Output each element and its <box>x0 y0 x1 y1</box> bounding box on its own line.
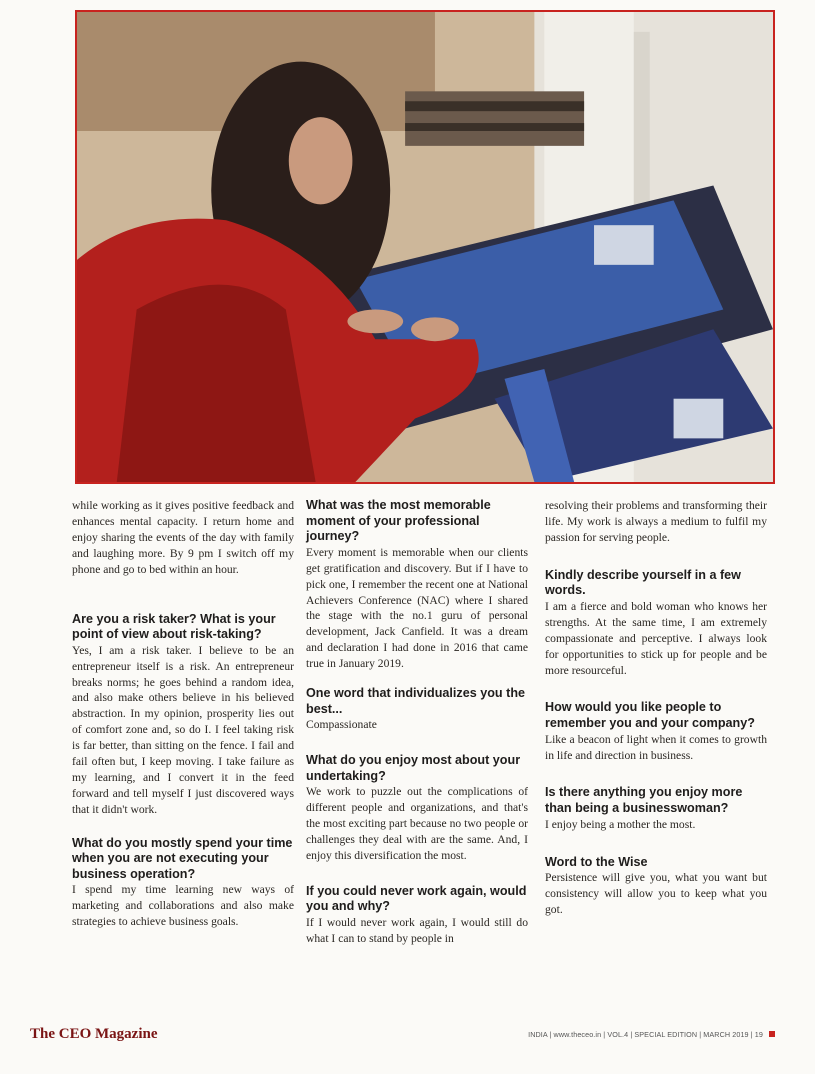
answer-text: We work to puzzle out the complications of different people and organizations, and that's the most exciting part because no two people or challenges they deal with are the same. And, I enjoy this diversification the most. <box>306 785 528 862</box>
question-heading: Word to the Wise <box>545 854 648 869</box>
column-1 <box>72 498 294 930</box>
column-2 <box>306 498 528 947</box>
feature-photo <box>75 10 775 484</box>
magazine-name: The CEO Magazine <box>30 1026 158 1042</box>
question-heading: Kindly describe yourself in a few words. <box>545 567 741 598</box>
footer-info: INDIA | www.theceo.in | VOL.4 | SPECIAL EDITION | MARCH 2019 | 19 <box>528 1030 763 1039</box>
answer-text: I spend my time learning new ways of marketing and collaborations and also make strategies to achieve business goals. <box>72 883 294 929</box>
question-heading: If you could never work again, would you and why? <box>306 883 527 914</box>
column-3 <box>545 498 767 918</box>
question-heading: What do you enjoy most about your undertaking? <box>306 753 521 783</box>
photo-illustration <box>77 12 773 482</box>
question-heading: Is there anything you enjoy more than being a businesswoman? <box>545 785 743 816</box>
question-heading: Are you a risk taker? What is your point of view about risk-taking? <box>72 611 276 642</box>
answer-text: If I would never work again, I would still do what I can to stand by people in <box>306 916 528 945</box>
footer-accent-square <box>769 1031 775 1037</box>
answer-text: Compassionate <box>306 718 377 732</box>
question-heading: How would you like people to remember you and your company? <box>545 700 755 731</box>
answer-text: Like a beacon of light when it comes to growth in life and direction in business. <box>545 732 767 762</box>
answer-text: I am a fierce and bold woman who knows her strengths. At the same time, I am extremely compassionate and perceptive. I always look for opportunities to stick up for people and be more resourceful. <box>545 599 767 677</box>
question-heading: What was the most memorable moment of your professional journey? <box>306 498 491 544</box>
answer-text: Persistence will give you, what you want but consistency will allow you to keep what you got. <box>545 871 767 916</box>
paragraph: resolving their problems and transforming their life. My work is always a medium to fulfil my passion for serving people. <box>545 499 767 544</box>
answer-text: I enjoy being a mother the most. <box>545 817 696 831</box>
question-heading: One word that individualizes you the best... <box>306 686 526 716</box>
answer-text: Yes, I am a risk taker. I believe to be an entrepreneur itself is a risk. An entrepreneur breaks norms; he goes behind a random idea, and also make others believe in his believed abstraction. In my opinion, prosperity lies out of comfort zone and, so do I. I feel taking risk is far better, than sitting on the fence. I fail and fail often but, I keep moving. I take failure as my learning, and I convert it in the feed forward and tell myself I just discovered ways that it didn't work. <box>72 643 294 816</box>
paragraph: while working as it gives positive feedback and enhances mental capacity. I return home and enjoy sharing the events of the day with family and laughing more. By 9 pm I switch off my phone and go to bed within an hour. <box>72 499 294 576</box>
answer-text: Every moment is memorable when our clients get gratification and discovery. But if I have to pick one, I remember the recent one at National Achievers Conference (NAC) where I shared the stage with the no.1 guru of personal development, Jack Canfield. It was a dream and declaration I had done in 2016 that came true in January 2019. <box>306 545 528 671</box>
question-heading: What do you mostly spend your time when you are not executing your business operation? <box>72 835 293 881</box>
